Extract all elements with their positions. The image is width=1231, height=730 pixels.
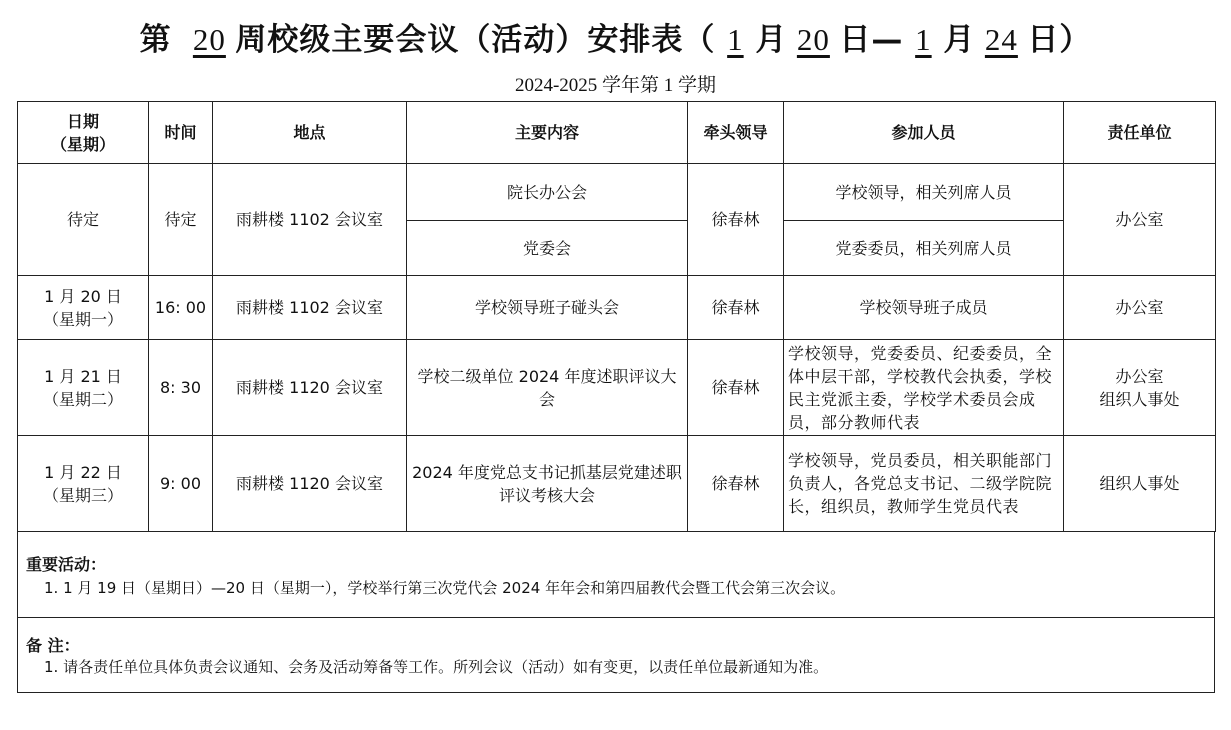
week-number: 20 xyxy=(192,22,226,57)
row3-unit: 组织人事处 xyxy=(1064,436,1216,532)
row0-place: 雨耕楼 1102 会议室 xyxy=(213,164,407,276)
row1-date-line1: 1 月 20 日 xyxy=(44,286,122,306)
row1-leader: 徐春林 xyxy=(688,276,784,340)
row2-attendees: 学校领导，党委委员、纪委委员，全体中层干部，学校教代会执委，学校民主党派主委，学校学术委员会成员，部分教师代表 xyxy=(784,340,1064,436)
title-month-1: 月 xyxy=(755,22,788,58)
schedule-table xyxy=(17,101,1216,532)
header-date-line1: 日期 xyxy=(66,111,99,131)
page-title xyxy=(0,14,1231,59)
header-date xyxy=(18,102,149,164)
row2-leader: 徐春林 xyxy=(688,340,784,436)
row0-attendees-a: 学校领导，相关列席人员 xyxy=(784,164,1064,221)
row2-date-line2: （星期二） xyxy=(42,389,123,409)
row2-time: 8: 30 xyxy=(149,340,213,436)
row3-leader: 徐春林 xyxy=(688,436,784,532)
row2-place: 雨耕楼 1120 会议室 xyxy=(213,340,407,436)
row3-date-line1: 1 月 22 日 xyxy=(44,462,122,482)
row1-time: 16: 00 xyxy=(149,276,213,340)
row1-attendees: 学校领导班子成员 xyxy=(784,276,1064,340)
row2-unit-line1: 办公室 xyxy=(1115,366,1164,386)
header-attendees: 参加人员 xyxy=(784,102,1064,164)
row2-date xyxy=(18,340,149,436)
header-row xyxy=(18,102,1216,164)
title-month-2: 月 xyxy=(943,22,976,58)
table-row xyxy=(18,276,1216,340)
important-item: 1. 1 月 19 日（星期日）—20 日（星期一），学校举行第三次党代会 2024 年年会和第四届教代会暨工代会第三次会议。 xyxy=(44,579,846,597)
row3-content: 2024 年度党总支书记抓基层党建述职评议考核大会 xyxy=(407,436,688,532)
header-unit: 责任单位 xyxy=(1064,102,1216,164)
header-date-line2: （星期） xyxy=(50,134,115,154)
header-leader: 牵头领导 xyxy=(688,102,784,164)
title-prefix: 第 xyxy=(139,22,172,58)
row3-place: 雨耕楼 1120 会议室 xyxy=(213,436,407,532)
row1-unit: 办公室 xyxy=(1064,276,1216,340)
row0-unit: 办公室 xyxy=(1064,164,1216,276)
title-mid: 周校级主要会议（活动）安排表（ xyxy=(235,22,716,58)
end-day: 24 xyxy=(984,22,1018,57)
remarks xyxy=(17,616,1215,693)
row0-content-a: 院长办公会 xyxy=(407,164,688,221)
header-content: 主要内容 xyxy=(407,102,688,164)
table-row xyxy=(18,164,1216,221)
row3-date-line2: （星期三） xyxy=(42,485,123,505)
table-row xyxy=(18,436,1216,532)
row0-date: 待定 xyxy=(18,164,149,276)
header-time: 时间 xyxy=(149,102,213,164)
row1-date xyxy=(18,276,149,340)
row1-place: 雨耕楼 1102 会议室 xyxy=(213,276,407,340)
row3-date xyxy=(18,436,149,532)
remarks-item: 1. 请各责任单位具体负责会议通知、会务及活动筹备等工作。所列会议（活动）如有变更，以责任单位最新通知为准。 xyxy=(44,658,829,676)
row1-date-line2: （星期一） xyxy=(42,309,123,329)
title-ri-dash: 日— xyxy=(839,22,904,58)
row2-unit xyxy=(1064,340,1216,436)
row2-unit-line2: 组织人事处 xyxy=(1099,389,1180,409)
row1-content: 学校领导班子碰头会 xyxy=(407,276,688,340)
important-heading: 重要活动： xyxy=(26,555,107,574)
title-suffix: 日） xyxy=(1027,22,1092,58)
header-place: 地点 xyxy=(213,102,407,164)
row0-leader: 徐春林 xyxy=(688,164,784,276)
row3-time: 9: 00 xyxy=(149,436,213,532)
start-day: 20 xyxy=(796,22,830,57)
table-row xyxy=(18,340,1216,436)
semester-subtitle: 2024-2025 学年第 1 学期 xyxy=(514,75,717,96)
remarks-heading: 备 注： xyxy=(26,636,80,655)
row0-content-b: 党委会 xyxy=(407,221,688,276)
row2-date-line1: 1 月 21 日 xyxy=(44,366,122,386)
end-month: 1 xyxy=(915,22,932,57)
row2-content: 学校二级单位 2024 年度述职评议大会 xyxy=(407,340,688,436)
important-activities xyxy=(17,531,1215,618)
row0-attendees-b: 党委委员，相关列席人员 xyxy=(784,221,1064,276)
start-month: 1 xyxy=(727,22,744,57)
row0-time: 待定 xyxy=(149,164,213,276)
row3-attendees: 学校领导，党员委员，相关职能部门负责人，各党总支书记、二级学院院长，组织员，教师学生党员代表 xyxy=(784,436,1064,532)
